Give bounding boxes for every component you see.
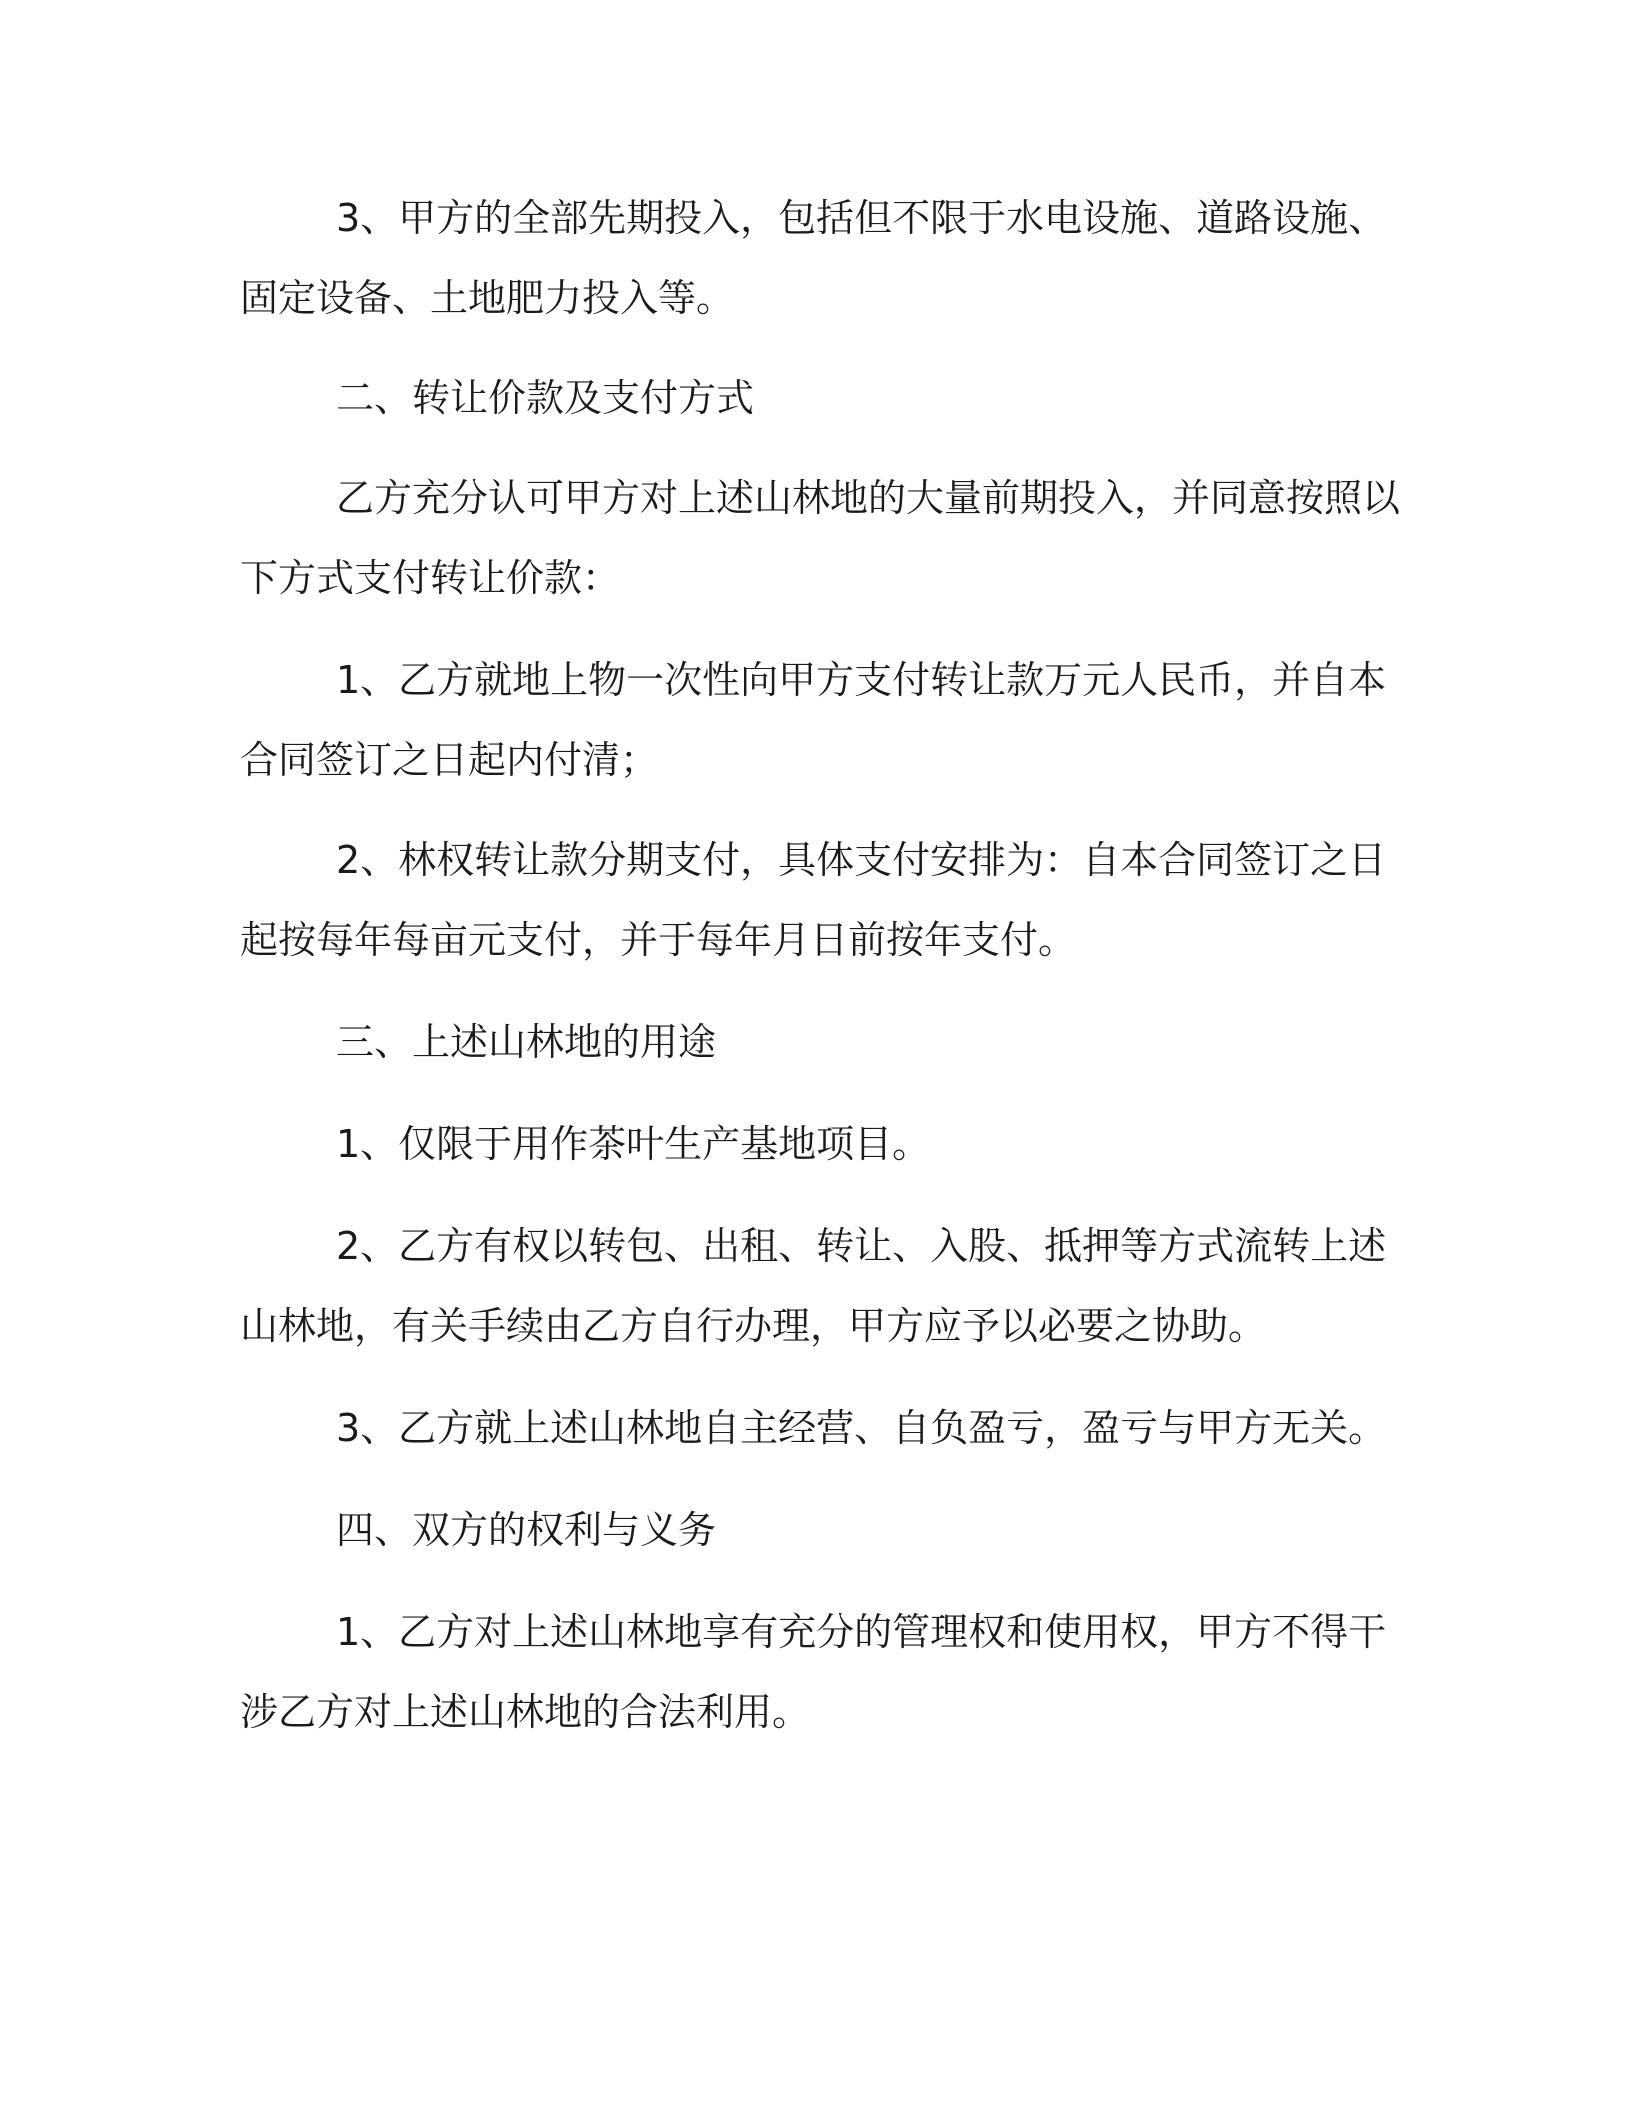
paragraph-pre-investment bbox=[240, 178, 1386, 338]
paragraph-management-rights bbox=[240, 1592, 1386, 1752]
paragraph-line: 3、甲方的全部先期投入，包括但不限于水电设施、道路设施、 bbox=[336, 196, 1387, 240]
paragraph-line: 固定设备、土地肥力投入等。 bbox=[240, 276, 735, 320]
section-heading-land-use bbox=[240, 1002, 1386, 1082]
paragraph-circulation-rights bbox=[240, 1206, 1386, 1366]
section-heading-rights-obligations bbox=[240, 1490, 1386, 1570]
paragraph-line: 2、乙方有权以转包、出租、转让、入股、抵押等方式流转上述 bbox=[336, 1224, 1387, 1268]
heading-text: 四、双方的权利与义务 bbox=[336, 1508, 717, 1552]
paragraph-line: 1、仅限于用作茶叶生产基地项目。 bbox=[336, 1122, 931, 1166]
paragraph-line: 合同签订之日起内付清； bbox=[240, 738, 659, 782]
paragraph-line: 山林地，有关手续由乙方自行办理，甲方应予以必要之协助。 bbox=[240, 1304, 1267, 1348]
paragraph-line: 下方式支付转让价款： bbox=[240, 556, 621, 600]
paragraph-self-operation bbox=[240, 1388, 1386, 1468]
heading-text: 三、上述山林地的用途 bbox=[336, 1020, 717, 1064]
paragraph-line: 3、乙方就上述山林地自主经营、自负盈亏，盈亏与甲方无关。 bbox=[336, 1406, 1387, 1450]
paragraph-line: 1、乙方对上述山林地享有充分的管理权和使用权，甲方不得干 bbox=[336, 1610, 1387, 1654]
paragraph-tea-base bbox=[240, 1104, 1386, 1184]
paragraph-line: 涉乙方对上述山林地的合法利用。 bbox=[240, 1690, 811, 1734]
paragraph-line: 2、林权转让款分期支付，具体支付安排为：自本合同签订之日 bbox=[336, 838, 1387, 882]
paragraph-installments bbox=[240, 820, 1386, 980]
paragraph-line: 1、乙方就地上物一次性向甲方支付转让款万元人民币，并自本 bbox=[336, 658, 1387, 702]
section-heading-transfer-price bbox=[240, 358, 1386, 438]
paragraph-line: 起按每年每亩元支付，并于每年月日前按年支付。 bbox=[240, 918, 1077, 962]
paragraph-lump-sum bbox=[240, 640, 1386, 800]
paragraph-payment-intro bbox=[240, 458, 1401, 618]
heading-text: 二、转让价款及支付方式 bbox=[336, 376, 755, 420]
paragraph-line: 乙方充分认可甲方对上述山林地的大量前期投入，并同意按照以 bbox=[336, 476, 1401, 520]
